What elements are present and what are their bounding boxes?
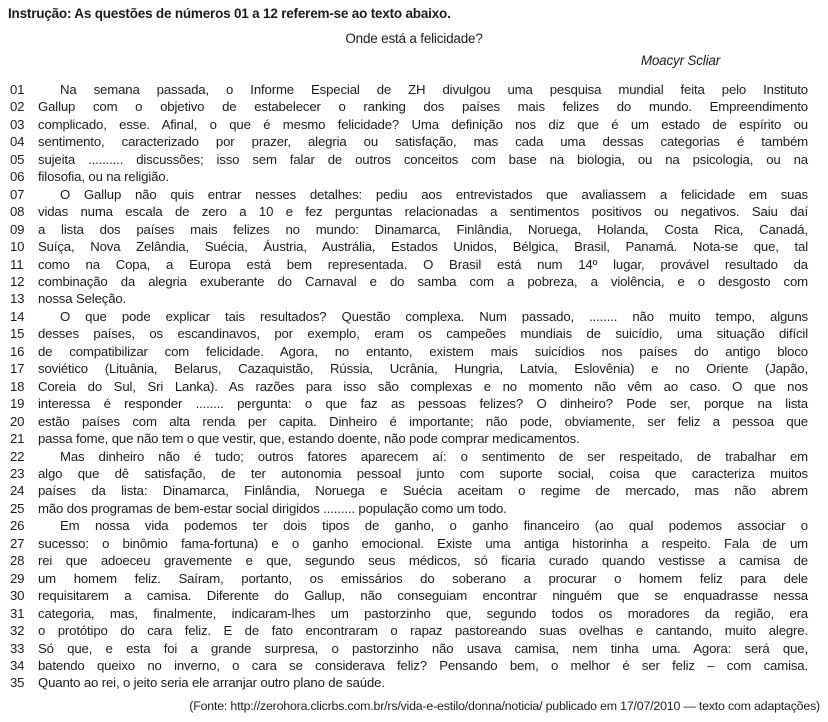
text-line	[10, 151, 808, 168]
line-text: soviético (Lituânia, Belarus, Cazaquistão, Rússia, Ucrânia, Hungria, Latvia, Eslovênia) e no Oriente (Japão,	[38, 361, 808, 377]
line-text: Em nossa vida podemos ter dois tipos de ganho, o ganho financeiro (ao qual podemos associar o	[60, 518, 808, 534]
line-text: o protótipo do cara feliz. E de fato encontraram o rapaz pastoreando suas ovelhas e cantando, muito alegre.	[38, 623, 808, 639]
line-number: 08	[10, 204, 25, 220]
line-text: Coreia do Sul, Sri Lanka). As razões para isso são complexas e no momento não vêm ao caso. O que nos	[38, 378, 808, 394]
line-text: Quanto ao rei, o jeito seria ele arranjar outro plano de saúde.	[38, 675, 385, 691]
line-number: 09	[10, 221, 25, 237]
line-number: 30	[10, 588, 25, 604]
line-number: 21	[10, 431, 25, 447]
text-line	[10, 500, 808, 517]
line-text: categoria, mas, finalmente, indicaram-lhes um pastorzinho que, segundo todos os moradores da região, era	[38, 605, 808, 621]
line-text: sentimento, caracterizado por prazer, alegria ou satisfação, mas cada uma dessas categorias é também	[38, 134, 808, 150]
line-number: 29	[10, 570, 25, 586]
line-text: como na Copa, a Europa está bem representada. O Brasil está num 14º lugar, provável resultado da	[38, 256, 808, 272]
line-number: 35	[10, 675, 25, 691]
line-number: 20	[10, 413, 25, 429]
line-text: Mas dinheiro não é tudo; outros fatores aparecem aí: o sentimento de ser respeitado, de trabalhar em	[60, 448, 808, 464]
text-line	[10, 238, 808, 255]
line-text: filosofia, ou na religião.	[38, 169, 169, 185]
line-text: O que pode explicar tais resultados? Questão complexa. Num passado, ........ não muito tempo, alguns	[60, 308, 808, 324]
text-line	[10, 395, 808, 412]
line-number: 13	[10, 291, 25, 307]
line-number: 11	[10, 256, 24, 272]
line-text: desses países, os escandinavos, por exemplo, eram os campeões mundiais de suicídio, uma situação difícil	[38, 326, 808, 342]
text-line	[10, 552, 808, 569]
text-line	[10, 535, 808, 552]
line-number: 25	[10, 500, 25, 516]
line-number: 27	[10, 535, 25, 551]
line-text: de compatibilizar com felicidade. Agora, no entanto, existem mais suicídios nos países do antigo bloco	[38, 343, 808, 359]
line-text: um homem feliz. Saíram, portanto, os emissários do soberano a procurar o homem feliz para dele	[38, 570, 808, 586]
text-line	[10, 81, 808, 98]
line-number: 32	[10, 623, 25, 639]
line-number: 06	[10, 169, 25, 185]
line-number: 14	[10, 308, 25, 324]
line-text: algo que dê satisfação, de ter autonomia pessoal junto com suporte social, coisa que caracteriza muitos	[38, 465, 808, 481]
source-citation: (Fonte: http://zerohora.clicrbs.com.br/rs/vida-e-estilo/donna/noticia/ publicado em 17/07/2010 — texto com adaptações)	[189, 699, 820, 713]
text-line	[10, 482, 808, 499]
text-line	[10, 308, 808, 325]
line-number: 18	[10, 378, 25, 394]
text-line	[10, 605, 808, 622]
line-number: 26	[10, 518, 25, 534]
line-text: interessa é responder ........ pergunta: o que faz as pessoas felizes? O dinheiro? Pode ser, porque na lista	[38, 396, 808, 412]
text-line	[10, 116, 808, 133]
text-line	[10, 465, 808, 482]
line-number: 15	[10, 326, 25, 342]
line-number: 07	[10, 186, 25, 202]
text-line	[10, 273, 808, 290]
text-line	[10, 413, 808, 430]
line-number: 19	[10, 396, 25, 412]
text-line	[10, 430, 808, 447]
text-line	[10, 133, 808, 150]
line-text: países da lista: Dinamarca, Finlândia, Noruega e Suécia aceitam o regime de mercado, mas não abrem	[38, 483, 808, 499]
text-line	[10, 657, 808, 674]
instruction-line: Instrução: As questões de números 01 a 12 referem-se ao texto abaixo.	[8, 6, 451, 21]
text-line	[10, 325, 808, 342]
line-number: 01	[10, 82, 25, 97]
line-number: 17	[10, 361, 25, 377]
line-text: complicado, esse. Afinal, o que é mesmo felicidade? Uma definição nos diz que é um estado de espírito ou	[38, 116, 808, 132]
text-line	[10, 290, 808, 307]
text-line	[10, 221, 808, 238]
text-line	[10, 378, 808, 395]
line-text: mão dos programas de bem-estar social dirigidos ......... população como um todo.	[38, 500, 507, 516]
line-text: O Gallup não quis entrar nesses detalhes: pediu aos entrevistados que avaliassem a felicidade em suas	[60, 186, 808, 202]
line-number: 23	[10, 465, 25, 481]
line-number: 24	[10, 483, 25, 499]
text-line	[10, 360, 808, 377]
text-line	[10, 168, 808, 185]
text-title: Onde está a felicidade?	[345, 31, 483, 46]
text-line	[10, 640, 808, 657]
text-line	[10, 98, 808, 115]
line-text: requisitarem a camisa. Diferente do Gallup, não conseguiam encontrar ninguém que se enquadrasse nessa	[38, 588, 808, 604]
line-text: sujeita .......... discussões; isso sem falar de outros conceitos com base na biologia, ou na psicologia, ou na	[38, 151, 808, 167]
text-line	[10, 256, 808, 273]
line-text: nossa Seleção.	[38, 291, 127, 307]
line-text: batendo queixo no inverno, o cara se considerava feliz? Pensando bem, o melhor é ser feliz – com camisa.	[38, 657, 808, 673]
line-text: Suíça, Nova Zelândia, Suécia, Áustria, Austrália, Estados Unidos, Bélgica, Brasil, Panamá. Nota-se que, tal	[38, 239, 808, 255]
line-text: Na semana passada, o Informe Especial de ZH divulgou uma pesquisa mundial feita pelo Instituto	[60, 82, 808, 97]
text-line	[10, 517, 808, 534]
text-line	[10, 186, 808, 203]
text-line	[10, 203, 808, 220]
text-author: Moacyr Scliar	[640, 53, 720, 68]
text-line	[10, 343, 808, 360]
text-line	[10, 674, 808, 691]
line-number: 12	[10, 273, 25, 289]
text-line	[10, 448, 808, 465]
line-text: a lista dos países mais felizes no mundo: Dinamarca, Finlândia, Noruega, Holanda, Costa Rica, Canadá,	[38, 221, 808, 237]
line-number: 04	[10, 134, 25, 150]
line-text: estão países com alta renda per capita. Dinheiro é importante; não pode, obviamente, ser feliz a pessoa que	[38, 413, 808, 429]
line-number: 28	[10, 553, 25, 569]
line-text: vidas numa escala de zero a 10 e fez perguntas relacionadas a sentimentos positivos ou negativos. Saiu daí	[38, 204, 808, 220]
line-number: 10	[10, 239, 25, 255]
line-number: 34	[10, 657, 25, 673]
line-number: 33	[10, 640, 25, 656]
line-text: combinação da alegria exuberante do Carnaval e do samba com a pobreza, a violência, e o desgosto com	[38, 273, 808, 289]
text-line	[10, 622, 808, 639]
line-number: 02	[10, 99, 25, 115]
line-number: 03	[10, 116, 25, 132]
text-line	[10, 587, 808, 604]
line-number: 31	[10, 605, 25, 621]
line-text: rei que adoeceu gravemente e que, segundo seus médicos, só ficaria curado quando vestisse a camisa de	[38, 553, 808, 569]
line-number: 05	[10, 151, 25, 167]
line-text: Gallup com o objetivo de estabelecer o ranking dos países mais felizes do mundo. Empreendimento	[38, 99, 808, 115]
text-line	[10, 570, 808, 587]
line-text: passa fome, que não tem o que vestir, que, estando doente, não pode comprar medicamentos.	[38, 431, 580, 447]
text-lines	[10, 81, 808, 692]
line-number: 22	[10, 448, 25, 464]
line-number: 16	[10, 343, 25, 359]
line-text: Só que, e esta foi a grande surpresa, o pastorzinho não usava camisa, nem tinha uma. Agora: será que,	[38, 640, 808, 656]
line-text: sucesso: o binômio fama-fortuna) e o ganho emocional. Existe uma antiga historinha a respeito. Fala de um	[38, 535, 808, 551]
